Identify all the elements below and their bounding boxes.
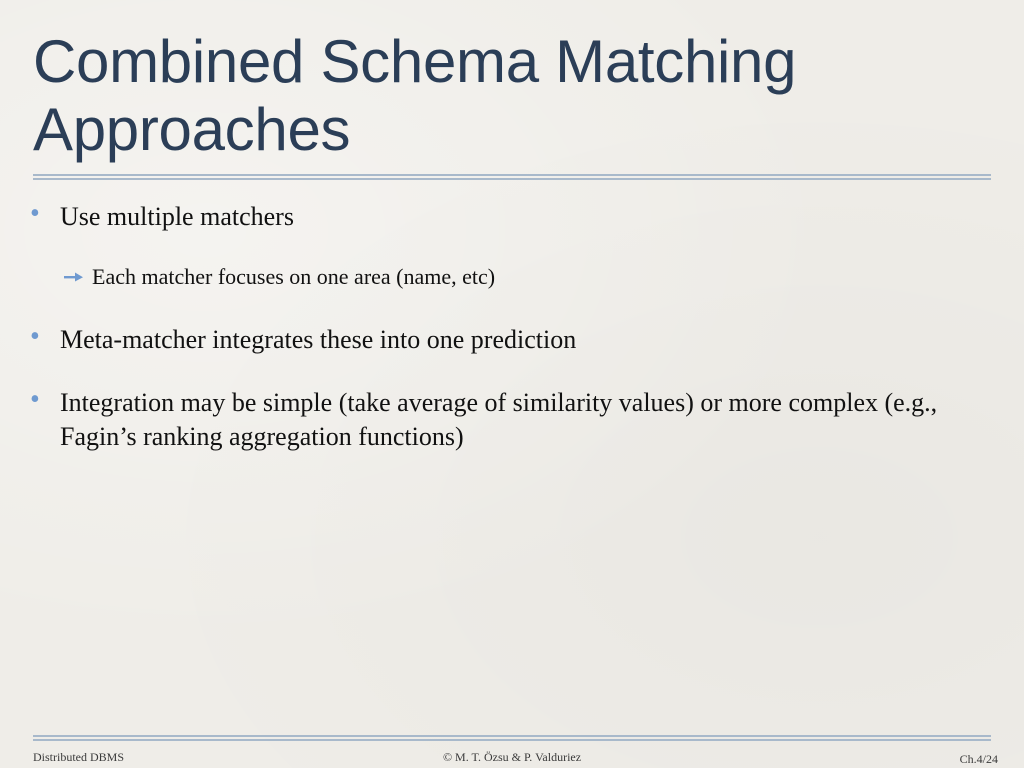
bullet-dot-icon: • bbox=[30, 321, 40, 352]
bullet-dot-icon: • bbox=[30, 198, 40, 229]
bullet-item bbox=[30, 198, 960, 234]
title-divider-lower bbox=[33, 178, 991, 180]
arrow-right-icon bbox=[64, 270, 84, 289]
bullet-item bbox=[30, 384, 960, 454]
slide-title-line-2: Approaches bbox=[33, 96, 351, 163]
slide-title bbox=[33, 28, 993, 164]
sub-bullet-text: Each matcher focuses on one area (name, etc) bbox=[92, 264, 496, 289]
footer-course-name: Distributed DBMS bbox=[33, 750, 125, 764]
title-divider-upper bbox=[33, 174, 991, 176]
slide-title-line-1: Combined Schema Matching bbox=[33, 28, 797, 95]
sub-bullet-item bbox=[92, 262, 952, 292]
bullet-text: Integration may be simple (take average of similarity values) or more complex (e.g., Fagin’s ranking aggregation functions) bbox=[60, 388, 938, 451]
footer-page-number: Ch.4/24 bbox=[959, 752, 998, 766]
bullet-text: Meta-matcher integrates these into one prediction bbox=[60, 325, 577, 354]
bullet-item bbox=[30, 321, 960, 357]
footer-divider-lower bbox=[33, 739, 991, 741]
footer-divider-upper bbox=[33, 735, 991, 737]
footer-copyright: © M. T. Özsu & P. Valduriez bbox=[442, 750, 582, 764]
bullet-text: Use multiple matchers bbox=[60, 202, 294, 231]
bullet-dot-icon: • bbox=[30, 384, 40, 415]
